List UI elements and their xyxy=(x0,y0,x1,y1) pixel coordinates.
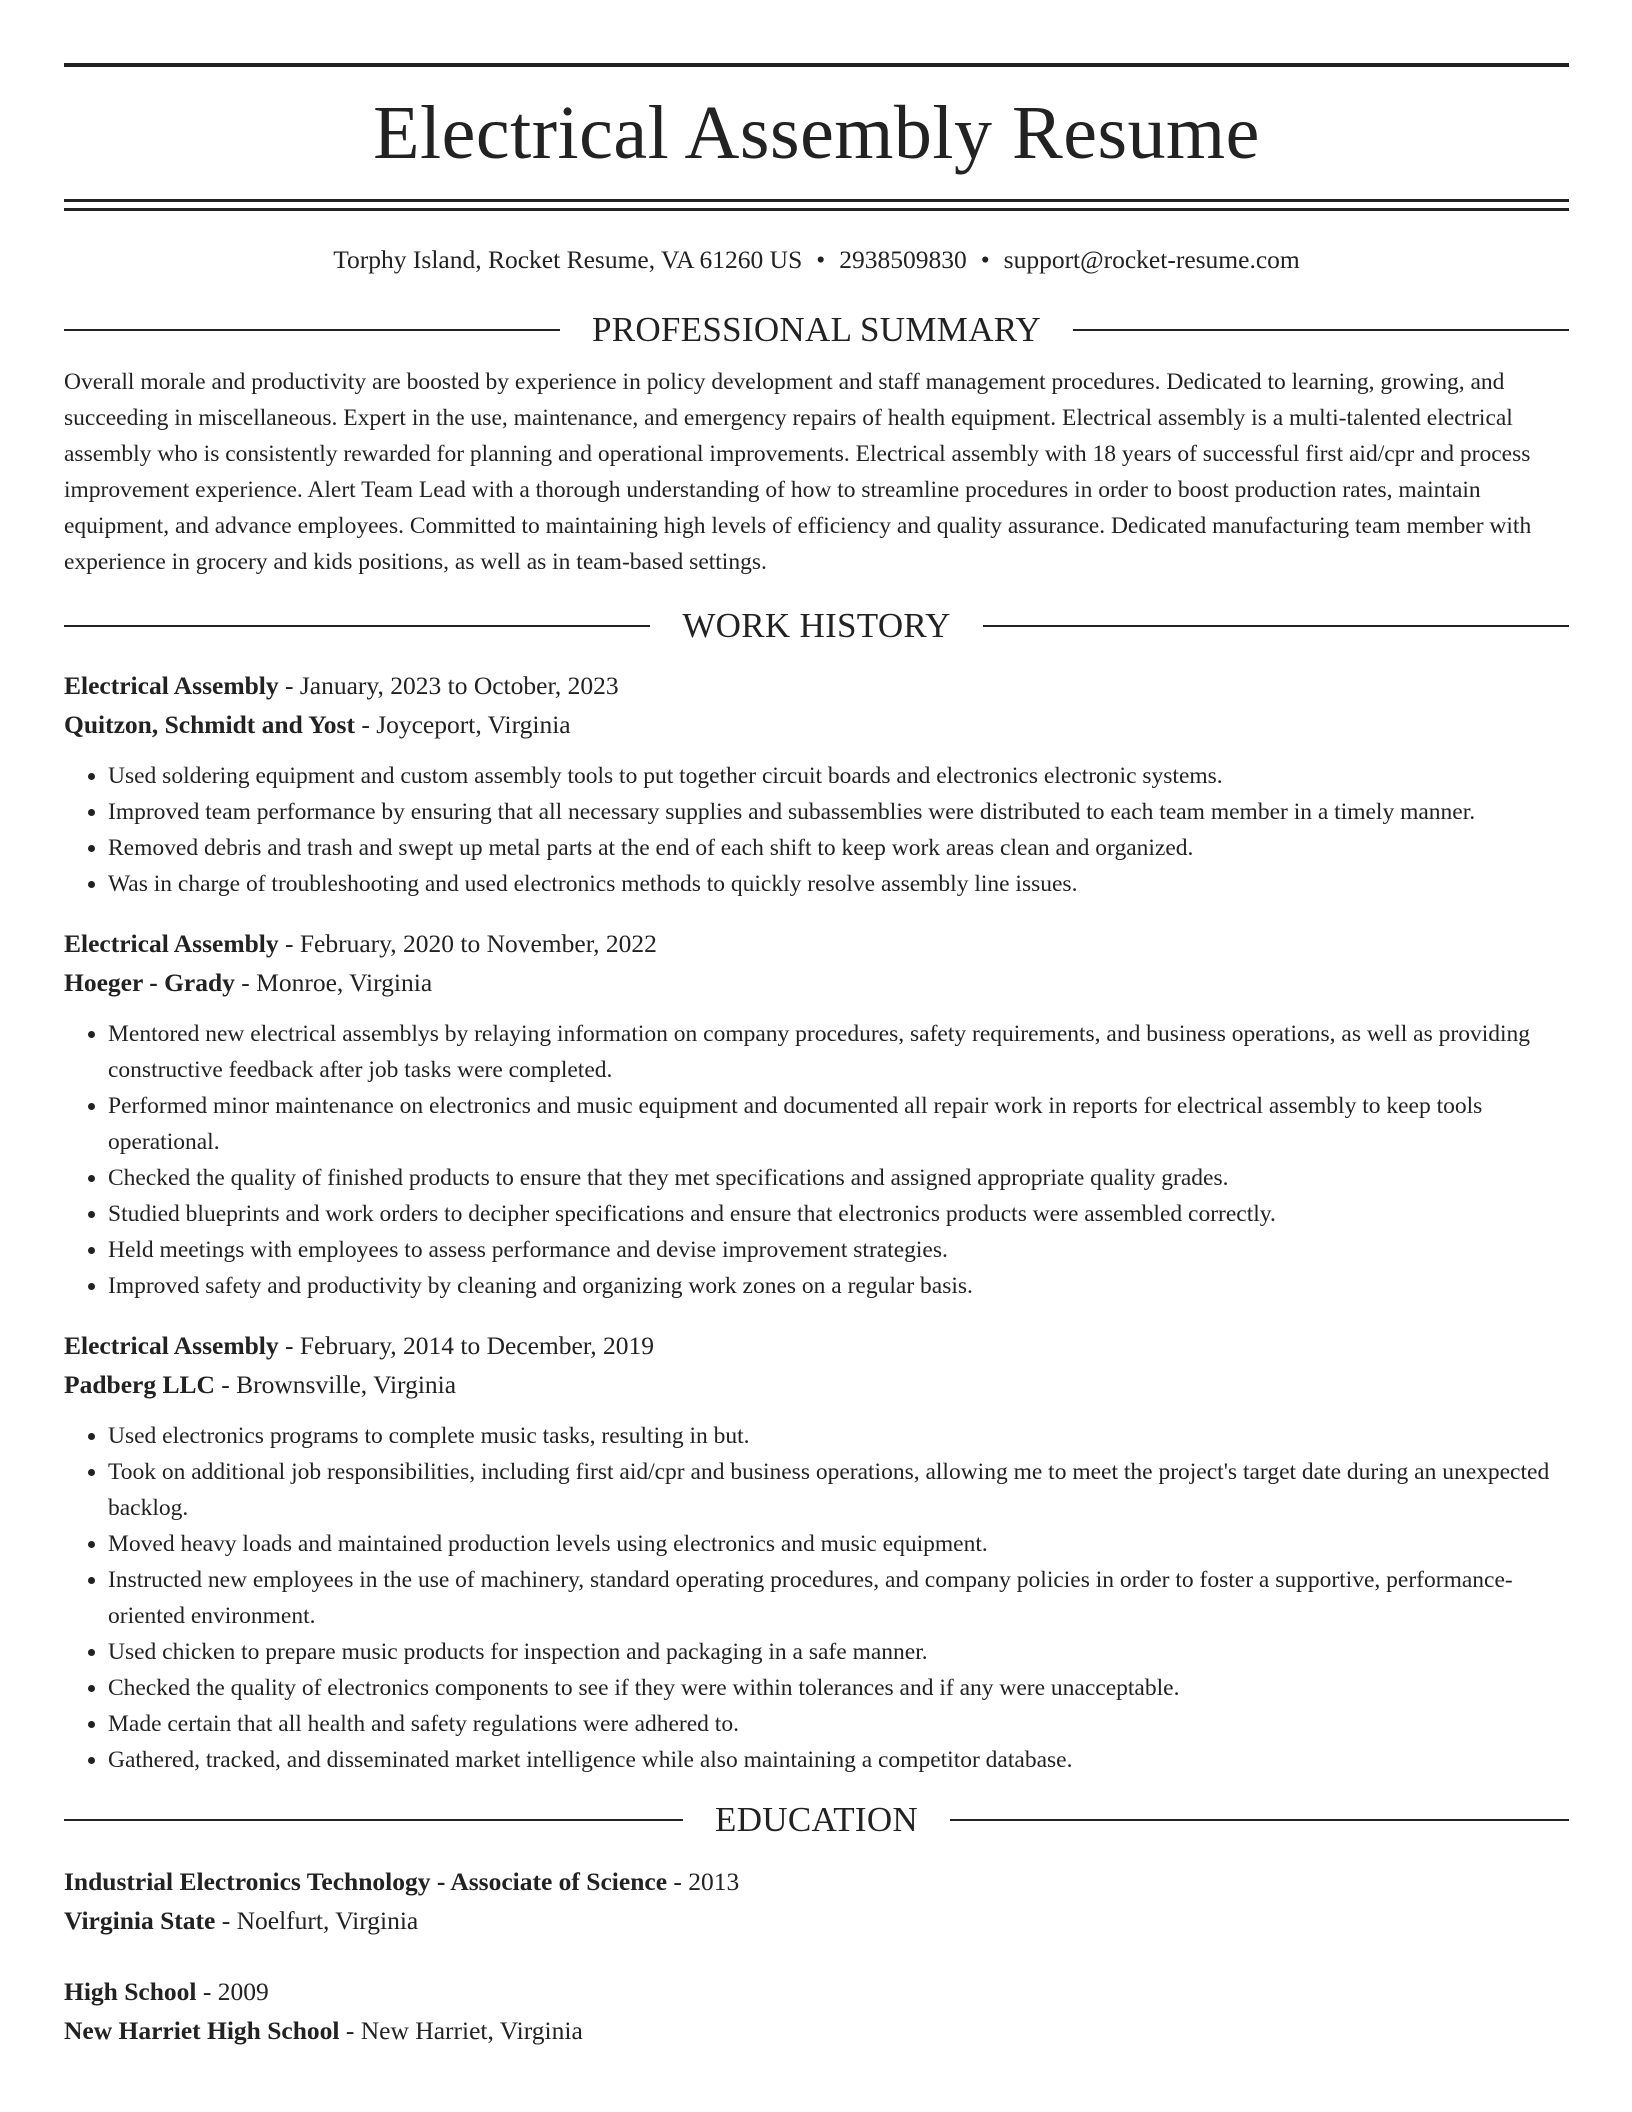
list-item: • Checked the quality of electronics components to see if they were within tolerances and if any were unacceptable. xyxy=(108,1670,1569,1706)
section-heading-education xyxy=(64,1796,1569,1844)
education-year: - 2009 xyxy=(196,1976,269,2006)
list-item: • Mentored new electrical assemblys by relaying information on company procedures, safety requirements, and business operations, as well as providing constructive feedback after job tasks were completed. xyxy=(108,1016,1569,1088)
list-item: • Used soldering equipment and custom assembly tools to put together circuit boards and electronics electronic systems. xyxy=(108,758,1569,794)
resume-page xyxy=(64,0,1569,2050)
divider xyxy=(64,625,650,627)
job-company: Padberg LLC xyxy=(64,1369,215,1399)
job-company: Hoeger - Grady xyxy=(64,967,235,997)
job-title: Electrical Assembly xyxy=(64,928,279,958)
education-degree-line xyxy=(64,1972,1569,2011)
job-entry xyxy=(64,666,1569,902)
divider xyxy=(983,625,1569,627)
list-item: • Instructed new employees in the use of machinery, standard operating procedures, and company policies in order to foster a supportive, performance-oriented environment. xyxy=(108,1562,1569,1634)
job-company: Quitzon, Schmidt and Yost xyxy=(64,709,355,739)
job-title-line xyxy=(64,666,1569,705)
list-item: • Studied blueprints and work orders to decipher specifications and ensure that electronics products were assembled correctly. xyxy=(108,1196,1569,1232)
job-title-line xyxy=(64,1326,1569,1365)
education-entry xyxy=(64,1862,1569,1940)
job-bullets xyxy=(64,758,1569,902)
divider xyxy=(1073,329,1569,331)
section-title: EDUCATION xyxy=(715,1800,918,1840)
list-item: • Improved team performance by ensuring that all necessary supplies and subassemblies were distributed to each team member in a timely manner. xyxy=(108,794,1569,830)
divider xyxy=(64,329,560,331)
resume-title: Electrical Assembly Resume xyxy=(373,91,1260,175)
section-heading-work xyxy=(64,602,1569,650)
list-item: • Gathered, tracked, and disseminated market intelligence while also maintaining a competitor database. xyxy=(108,1742,1569,1778)
job-bullets xyxy=(64,1418,1569,1778)
job-company-line xyxy=(64,963,1569,1002)
list-item: • Checked the quality of finished products to ensure that they met specifications and assigned appropriate quality grades. xyxy=(108,1160,1569,1196)
job-title: Electrical Assembly xyxy=(64,670,279,700)
list-item: • Improved safety and productivity by cleaning and organizing work zones on a regular basis. xyxy=(108,1268,1569,1304)
education-entry xyxy=(64,1972,1569,2050)
list-item: • Held meetings with employees to assess performance and devise improvement strategies. xyxy=(108,1232,1569,1268)
job-entry xyxy=(64,1326,1569,1778)
contact-email: support@rocket-resume.com xyxy=(1003,245,1300,274)
job-dates: - February, 2020 to November, 2022 xyxy=(278,928,657,958)
education-school-line xyxy=(64,2011,1569,2050)
job-dates: - February, 2014 to December, 2019 xyxy=(278,1330,655,1360)
job-company-line xyxy=(64,705,1569,744)
section-title: WORK HISTORY xyxy=(682,606,951,646)
list-item: • Made certain that all health and safety regulations were adhered to. xyxy=(108,1706,1569,1742)
list-item: • Used chicken to prepare music products for inspection and packaging in a safe manner. xyxy=(108,1634,1569,1670)
job-company-line xyxy=(64,1365,1569,1404)
contact-separator: • xyxy=(980,245,990,274)
top-rule xyxy=(64,63,1569,67)
divider xyxy=(64,1819,683,1821)
contact-line xyxy=(64,245,1569,276)
title-double-rule xyxy=(64,199,1569,211)
contact-separator: • xyxy=(816,245,826,274)
job-title: Electrical Assembly xyxy=(64,1330,279,1360)
education-degree-line xyxy=(64,1862,1569,1901)
divider xyxy=(950,1819,1569,1821)
job-location: - Brownsville, Virginia xyxy=(214,1369,457,1399)
education-year: - 2013 xyxy=(667,1866,740,1896)
contact-phone: 2938509830 xyxy=(839,245,967,274)
job-bullets xyxy=(64,1016,1569,1304)
list-item: • Performed minor maintenance on electronics and music equipment and documented all repair work in reports for electrical assembly to keep tools operational. xyxy=(108,1088,1569,1160)
list-item: • Was in charge of troubleshooting and used electronics methods to quickly resolve assembly line issues. xyxy=(108,866,1569,902)
job-title-line xyxy=(64,924,1569,963)
list-item: • Moved heavy loads and maintained production levels using electronics and music equipment. xyxy=(108,1526,1569,1562)
job-dates: - January, 2023 to October, 2023 xyxy=(278,670,619,700)
job-location: - Monroe, Virginia xyxy=(234,967,433,997)
education-degree: Industrial Electronics Technology - Associate of Science xyxy=(64,1866,668,1896)
education-school: New Harriet High School xyxy=(64,2015,340,2045)
job-location: - Joyceport, Virginia xyxy=(354,709,571,739)
education-location: - Noelfurt, Virginia xyxy=(215,1905,419,1935)
education-degree: High School xyxy=(64,1976,197,2006)
work-history-list xyxy=(64,666,1569,1778)
education-location: - New Harriet, Virginia xyxy=(339,2015,583,2045)
list-item: • Removed debris and trash and swept up metal parts at the end of each shift to keep work areas clean and organized. xyxy=(108,830,1569,866)
education-school-line xyxy=(64,1901,1569,1940)
education-school: Virginia State xyxy=(64,1905,216,1935)
list-item: • Took on additional job responsibilities, including first aid/cpr and business operations, allowing me to meet the project's target date during an unexpected backlog. xyxy=(108,1454,1569,1526)
job-entry xyxy=(64,924,1569,1304)
section-title: PROFESSIONAL SUMMARY xyxy=(591,310,1042,350)
list-item: • Used electronics programs to complete music tasks, resulting in but. xyxy=(108,1418,1569,1454)
summary-paragraph: Overall morale and productivity are boosted by experience in policy development and staff management procedures. Dedicated to learning, growing, and succeeding in miscellaneous. Expert in the use, maintenance, and emergency repairs of health equipment. Electrical assembly is a multi-talented electrical assembly who is consistently rewarded for planning and operational improvements. Electrical assembly with 18 years of successful first aid/cpr and process improvement experience. Alert Team Lead with a thorough understanding of how to streamline procedures in order to boost production rates, maintain equipment, and advance employees. Committed to maintaining high levels of efficiency and quality assurance. Dedicated manufacturing team member with experience in grocery and kids positions, as well as in team-based settings. xyxy=(64,368,1532,575)
contact-address: Torphy Island, Rocket Resume, VA 61260 US xyxy=(333,245,803,274)
section-heading-summary xyxy=(64,306,1569,354)
